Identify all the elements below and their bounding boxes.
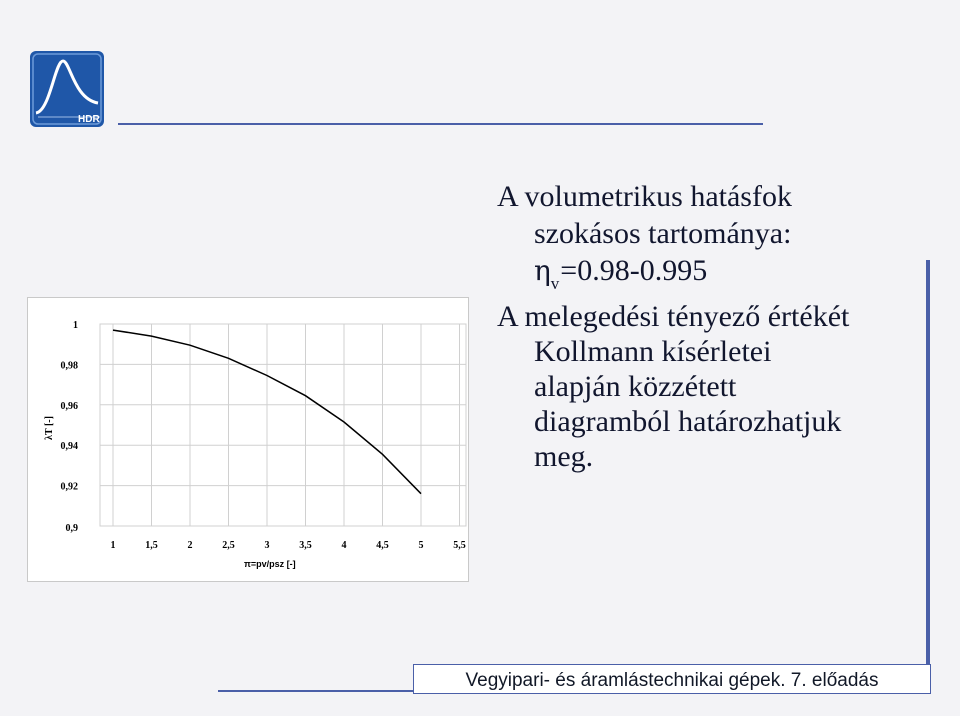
x-tick-label: 2,5 (222, 540, 235, 551)
y-tick-label: 0,98 (60, 360, 78, 372)
body-line-4: diagramból határozhatjuk (534, 405, 842, 438)
title-line-2: szokásos tartománya: (534, 217, 792, 250)
y-tick-label: 0,9 (65, 523, 78, 534)
x-tick-label: 4 (341, 540, 347, 551)
x-tick-label: 5 (418, 540, 424, 551)
footer-text: Vegyipari- és áramlástechnikai gépek. 7. előadás (465, 670, 879, 691)
y-axis-label (44, 416, 55, 440)
y-tick-label: 0,92 (60, 481, 78, 493)
x-tick-label: 3 (264, 540, 270, 551)
x-axis-label-text: π=pv/psz [-] (244, 559, 296, 569)
x-tick-label: 4,5 (376, 540, 389, 551)
plot-area (100, 324, 466, 526)
eta-value: =0.98-0.995 (560, 254, 708, 287)
chart-box (27, 297, 469, 582)
title-line-1: A volumetrikus hatásfok (497, 180, 792, 213)
body-line-5: meg. (534, 440, 594, 473)
top-divider (118, 123, 763, 125)
y-axis-label-text: λT [-] (44, 416, 55, 440)
logo-text: HDR (78, 114, 100, 125)
x-tick-label: 1 (110, 540, 116, 551)
body-line-2: Kollmann kísérletei (534, 335, 772, 368)
body-line-3: alapján közzétett (534, 370, 737, 403)
eta-subscript: v (550, 274, 560, 293)
x-axis-label (244, 559, 296, 569)
x-tick-label: 1,5 (145, 540, 158, 551)
eta-formula (497, 252, 937, 293)
title-block (497, 178, 937, 293)
y-tick-label: 1 (73, 320, 78, 331)
body-text (497, 299, 937, 474)
footer-bar (413, 664, 931, 694)
y-tick-label: 0,94 (60, 441, 78, 453)
hdr-logo (30, 51, 104, 127)
x-tick-label: 5,5 (453, 540, 466, 551)
body-line-1: A melegedési tényező értékét (497, 300, 850, 333)
y-tick-label: 0,96 (60, 400, 78, 412)
kollmann-chart (28, 298, 468, 581)
x-tick-label: 3,5 (299, 540, 312, 551)
eta-symbol: η (534, 254, 551, 287)
x-tick-label: 2 (187, 540, 193, 551)
